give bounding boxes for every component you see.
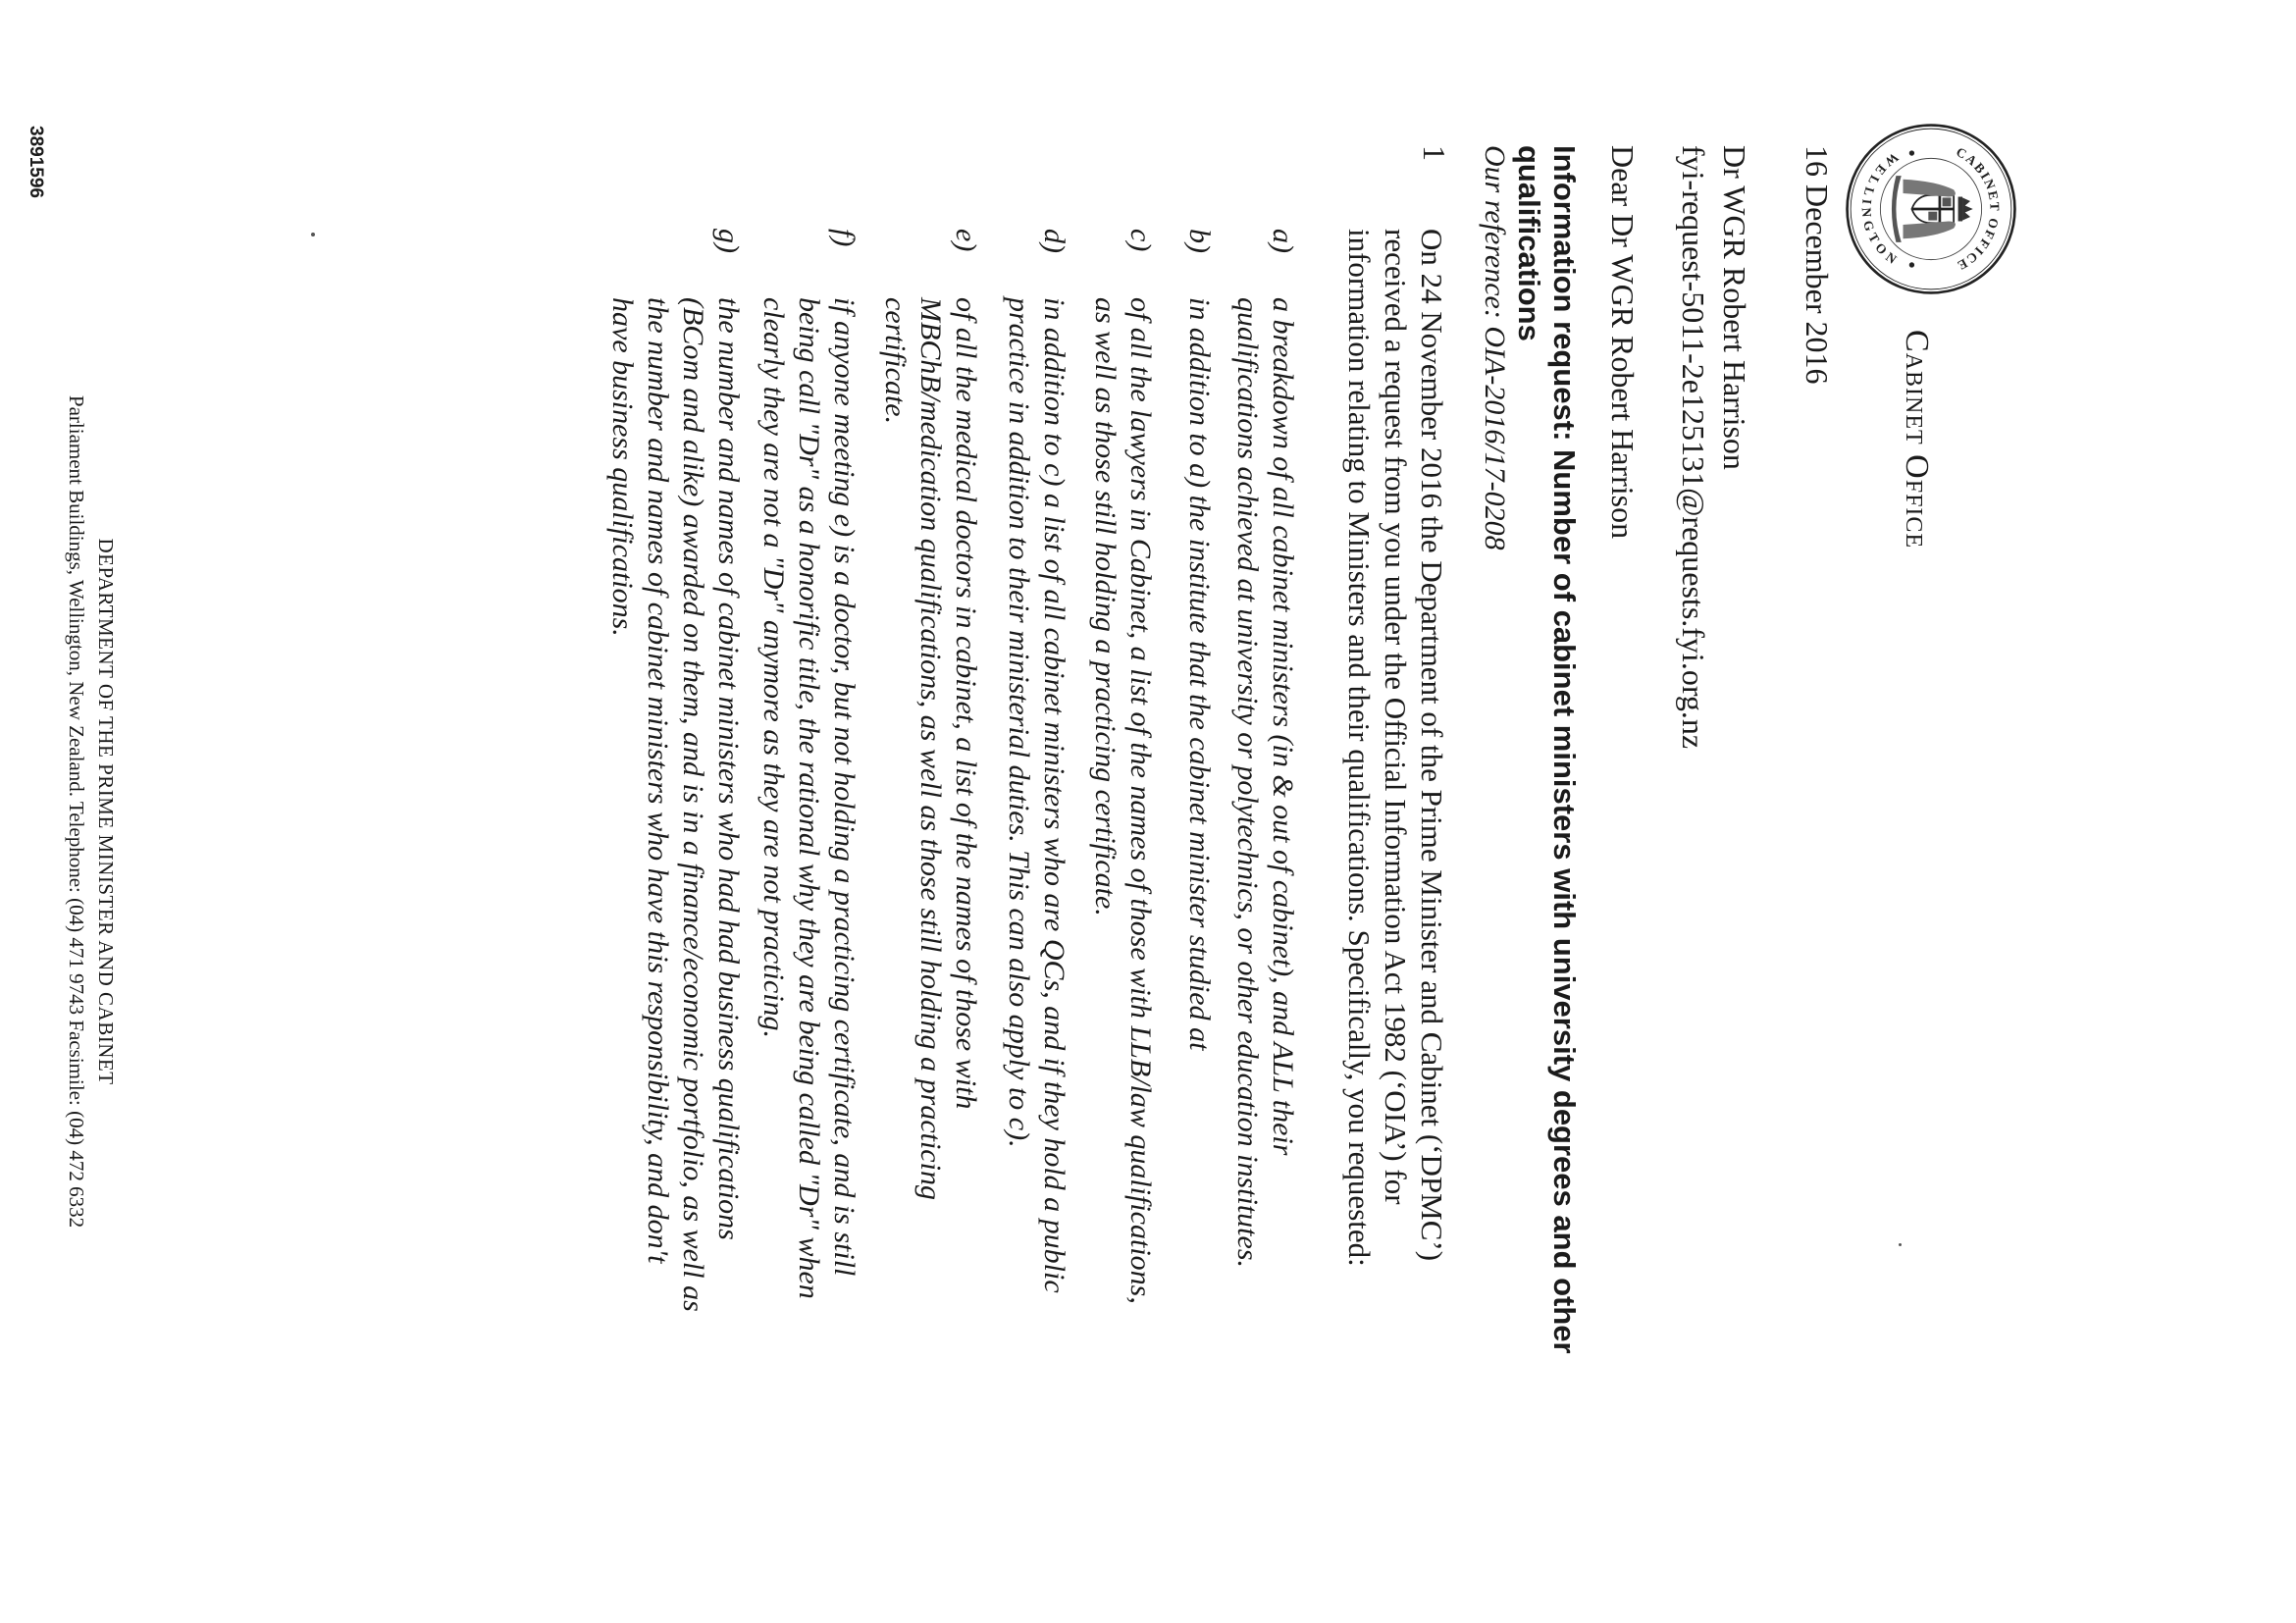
request-item-text: if anyone meeting e) is a doctor, but not holding a practicing certificate, and is still being call "Dr" as a honorific title, the rational why they are being called "Dr" when clearly they are not a "Dr" anymore as they are not practicing. xyxy=(757,297,861,1299)
request-item-text: of all the lawyers in Cabinet, a list of the names of those with LLB/law qualifications, as well as those still holding a practicing certificate. xyxy=(1089,297,1157,1304)
request-item-letter: g) xyxy=(712,229,745,253)
request-item xyxy=(1229,229,1300,1323)
request-item-text: the number and names of cabinet ministers who had had business qualifications (BCom and alike) awarded on them, and is in a finance/economic portfolio, as well as the number and names of cabinet ministers who have this responsibility, and don't have business qualifications. xyxy=(606,297,745,1312)
cabinet-office-seal xyxy=(1844,122,2018,296)
request-item xyxy=(1001,229,1071,1323)
recipient-block xyxy=(1673,145,1755,749)
request-item xyxy=(756,229,861,1323)
paragraph-number: 1 xyxy=(1417,145,1452,161)
subject-heading: Information request: Number of cabinet ministers with university degrees and other qualifications xyxy=(1512,145,1582,1354)
office-name: Cabinet Office xyxy=(1899,330,1935,550)
scan-speck xyxy=(311,233,315,236)
request-item-text: of all the medical doctors in cabinet, a list of the names of those with MBChB/medication qualifications, as well as those still holding a practicing certificate. xyxy=(879,297,982,1200)
reference-line: Our reference: OIA-2016/17-0208 xyxy=(1479,145,1511,550)
document-number: 3891596 xyxy=(26,126,46,198)
request-item xyxy=(604,229,746,1323)
svg-text:WELLINGTON: WELLINGTON xyxy=(1858,149,1902,269)
request-item-letter: b) xyxy=(1183,229,1216,253)
recipient-email: fyi-request-5011-2e125131@requests.fyi.org.nz xyxy=(1676,145,1711,750)
request-item-letter: d) xyxy=(1038,229,1070,253)
recipient-name: Dr WGR Robert Harrison xyxy=(1717,145,1752,470)
footer-contact: Parliament Buildings, Wellington, New Zealand. Telephone: (04) 471 9743 Facsimile: (04) 472 6332 xyxy=(65,394,88,1229)
request-item xyxy=(877,229,983,1323)
svg-text:CABINET OFFICE: CABINET OFFICE xyxy=(1954,143,2003,275)
request-item xyxy=(1087,229,1158,1323)
request-item-text: a breakdown of all cabinet ministers (in & out of cabinet), and ALL their qualifications achieved at university or polytechnics, or other education institutes. xyxy=(1231,297,1299,1268)
letter-date: 16 December 2016 xyxy=(1800,145,1835,385)
request-item-text: in addition to c) a list of all cabinet ministers who are QCs, and if they hold a public practice in addition to their ministerial duties. This can also apply to c). xyxy=(1003,297,1070,1293)
footer-organisation: DEPARTMENT OF THE PRIME MINISTER AND CABINET xyxy=(94,538,118,1085)
scan-speck xyxy=(1899,1243,1902,1246)
salutation: Dear Dr WGR Robert Harrison xyxy=(1605,145,1641,540)
request-item-letter: a) xyxy=(1267,229,1299,253)
request-item-text: in addition to a) the institute that the cabinet minister studied at xyxy=(1183,297,1216,1051)
request-item xyxy=(1181,229,1217,1323)
coat-of-arms-icon xyxy=(1892,176,1973,242)
request-item-letter: f) xyxy=(828,229,861,247)
request-item-letter: c) xyxy=(1124,229,1157,252)
request-item-letter: e) xyxy=(950,229,982,252)
paragraph-text: On 24 November 2016 the Department of the Prime Minister and Cabinet (‘DPMC’) received a request from you under the Official Information Act 1982 (‘OIA’) for information relating to Ministers and their qualifications. Specifically, you requested: xyxy=(1342,229,1449,1267)
